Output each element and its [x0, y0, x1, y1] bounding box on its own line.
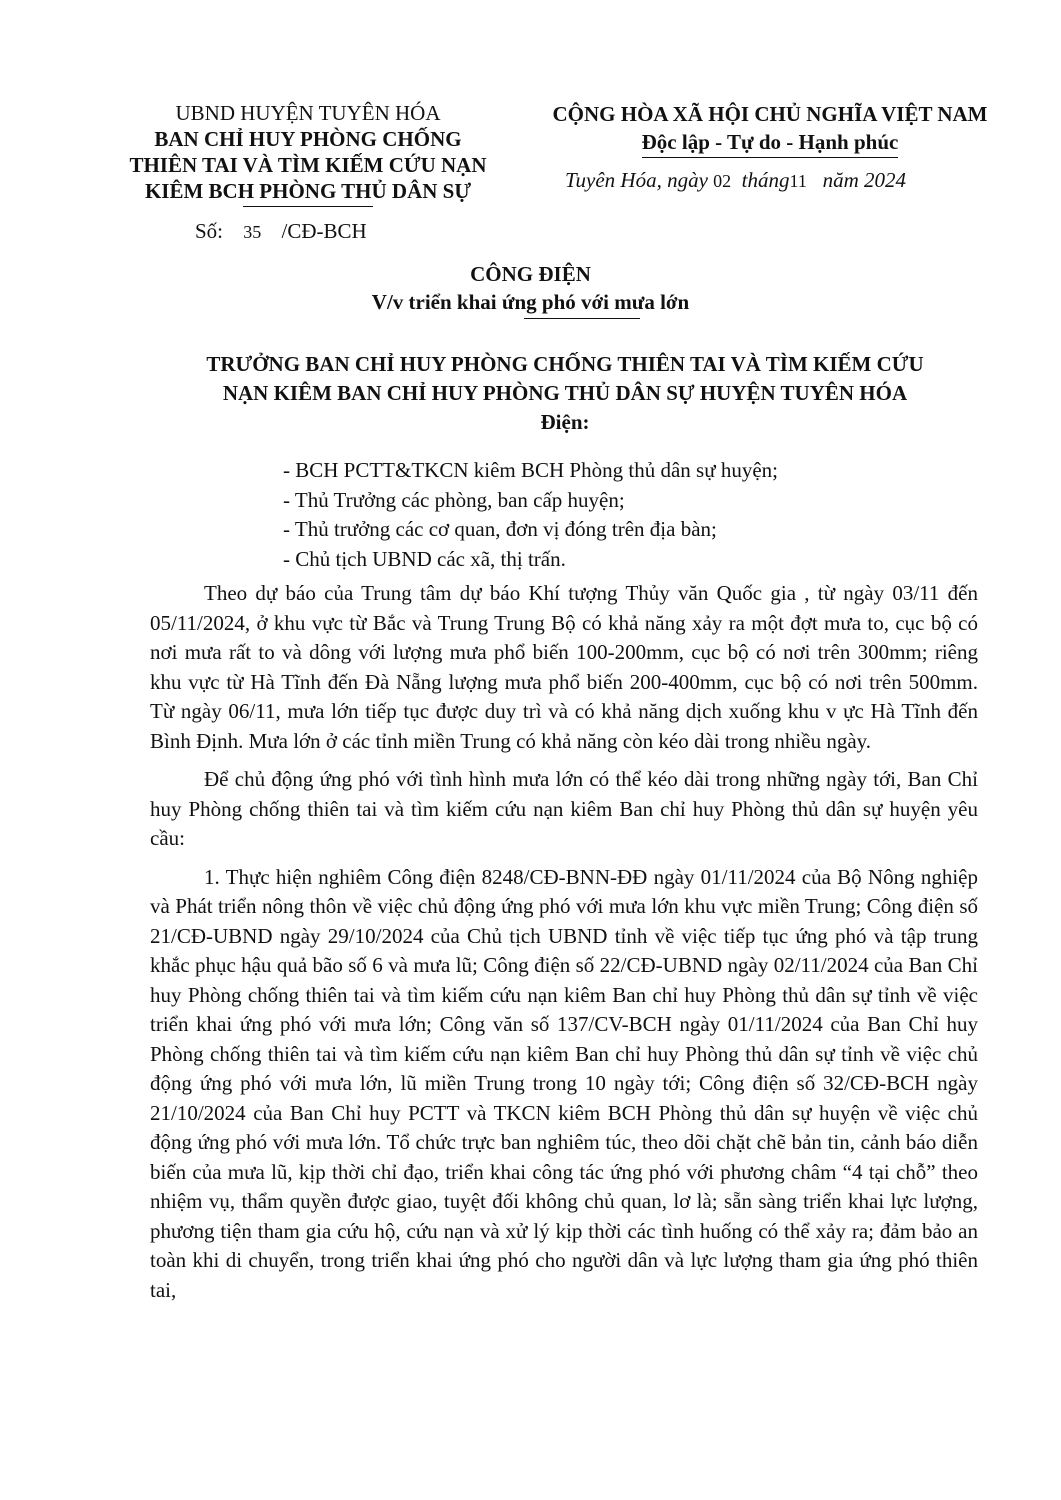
- body-paragraph-forecast: Theo dự báo của Trung tâm dự báo Khí tượng Thủy văn Quốc gia , từ ngày 03/11 đến 05/11/2024, ở khu vực từ Bắc và Trung Trung Bộ có khả năng xảy ra một đợt mưa to, cục bộ có nơi mưa rất to và dông với lượng mưa phổ biến 100-200mm, cục bộ có nơi trên 300mm; riêng khu vực từ Hà Tĩnh đến Đà Nẵng lượng mưa phổ biến 200-400mm, cục bộ có nơi trên 500mm. Từ ngày 06/11, mưa lớn tiếp tục được duy trì và có khả năng dịch xuống khu v ực Hà Tĩnh đến Bình Định. Mưa lớn ở các tỉnh miền Trung có khả năng còn kéo dài trong nhiều ngày.: [150, 581, 978, 753]
- sender-line-1: TRƯỞNG BAN CHỈ HUY PHÒNG CHỐNG THIÊN TAI VÀ TÌM KIẾM CỨU: [206, 352, 924, 376]
- national-header: [520, 100, 1020, 158]
- date-line: [565, 168, 906, 193]
- recipient-list: [283, 456, 778, 574]
- unit-name-line-1: BAN CHỈ HUY PHÒNG CHỐNG: [154, 127, 462, 151]
- document-subject: V/v triển khai ứng phó với mưa lớn: [371, 290, 690, 314]
- date-day: 02: [713, 171, 732, 191]
- sender-line-2: NẠN KIÊM BAN CHỈ HUY PHÒNG THỦ DÂN SỰ HUYỆN TUYÊN HÓA: [222, 381, 908, 405]
- nation-name: CỘNG HÒA XÃ HỘI CHỦ NGHĨA VIỆT NAM: [552, 102, 988, 126]
- national-motto: Độc lập - Tự do - Hạnh phúc: [642, 128, 899, 158]
- document-type-title: CÔNG ĐIỆN: [470, 262, 591, 286]
- parent-agency: UBND HUYỆN TUYÊN HÓA: [175, 101, 441, 125]
- date-month: 11: [789, 171, 807, 191]
- sender-block: [150, 350, 980, 437]
- doc-number-value: 35: [243, 222, 262, 242]
- doc-number-prefix: Số:: [195, 219, 224, 243]
- recipient-item: - Thủ Trưởng các phòng, ban cấp huyện;: [283, 487, 625, 512]
- date-month-label: tháng: [741, 168, 790, 192]
- date-year: năm 2024: [822, 168, 907, 192]
- body-paragraph-request: Để chủ động ứng phó với tình hình mưa lớn có thể kéo dài trong những ngày tới, Ban Chỉ huy Phòng chống thiên tai và tìm kiếm cứu nạn kiêm Ban chỉ huy Phòng thủ dân sự huyện yêu cầu:: [150, 767, 978, 850]
- unit-name-line-2: THIÊN TAI VÀ TÌM KIẾM CỨU NẠN: [129, 153, 487, 177]
- document-number: [195, 218, 367, 245]
- sender-line-3: Điện:: [540, 410, 590, 434]
- recipient-item: - BCH PCTT&TKCN kiêm BCH Phòng thủ dân sự huyện;: [283, 458, 778, 482]
- issuing-agency-block: [108, 100, 508, 207]
- date-place: Tuyên Hóa, ngày: [565, 168, 708, 192]
- agency-underline: [243, 206, 373, 207]
- document-body: [150, 579, 978, 1314]
- recipient-item: - Chủ tịch UBND các xã, thị trấn.: [283, 546, 566, 571]
- body-paragraph-item-1: 1. Thực hiện nghiêm Công điện 8248/CĐ-BNN-ĐĐ ngày 01/11/2024 của Bộ Nông nghiệp và Phát triển nông thôn về việc chủ động ứng phó với mưa lớn khu vực miền Trung; Công điện số 21/CĐ-UBND ngày 29/10/2024 của Chủ tịch UBND tỉnh về việc tiếp tục ứng phó và tập trung khắc phục hậu quả bão số 6 và mưa lũ; Công điện số 22/CĐ-UBND ngày 02/11/2024 của Ban Chỉ huy Phòng chống thiên tai và tìm kiếm cứu nạn kiêm Ban chỉ huy Phòng thủ dân sự tỉnh về việc triển khai ứng phó với mưa lớn; Công văn số 137/CV-BCH ngày 01/11/2024 của Ban Chỉ huy Phòng chống thiên tai và tìm kiếm cứu nạn kiêm Ban chỉ huy Phòng thủ dân sự tỉnh về việc chủ động ứng phó với mưa lớn, lũ miền Trung trong 10 ngày tới; Công điện số 32/CĐ-BCH ngày 21/10/2024 của Ban Chỉ huy PCTT và TKCN kiêm BCH Phòng thủ dân sự huyện về việc chủ động ứng phó với mưa lớn. Tổ chức trực ban nghiêm túc, theo dõi chặt chẽ bản tin, cảnh báo diễn biến của mưa lũ, kịp thời chỉ đạo, triển khai công tác ứng phó với phương châm “4 tại chỗ” theo nhiệm vụ, thẩm quyền được giao, tuyệt đối không chủ quan, lơ là; sẵn sàng triển khai lực lượng, phương tiện tham gia cứu hộ, cứu nạn và xử lý kịp thời các tình huống có thể xảy ra; đảm bảo an toàn khi di chuyển, trong triển khai ứng phó cho người dân và lực lượng tham gia ứng phó thiên tai,: [150, 864, 978, 1302]
- doc-number-suffix: /CĐ-BCH: [281, 219, 367, 243]
- unit-name-line-3: KIÊM BCH PHÒNG THỦ DÂN SỰ: [144, 179, 472, 203]
- recipient-item: - Thủ trưởng các cơ quan, đơn vị đóng trên địa bàn;: [283, 517, 717, 541]
- subject-underline: [524, 318, 640, 319]
